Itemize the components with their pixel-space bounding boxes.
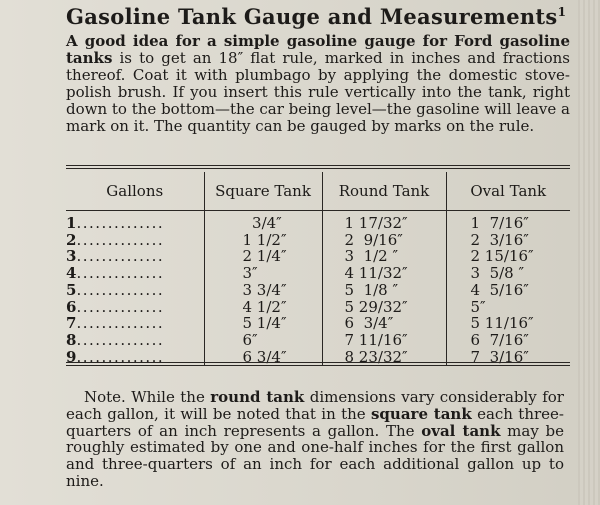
oval-tank-cell: 4 5/16″ <box>446 282 570 299</box>
header-gallons: Gallons <box>66 172 204 211</box>
table-row <box>66 332 570 349</box>
table-row <box>66 265 570 282</box>
page-edge <box>578 0 600 505</box>
page-title <box>66 4 586 29</box>
oval-tank-cell: 2 15/16″ <box>446 248 570 265</box>
gallons-cell: 2.............. <box>66 230 165 249</box>
oval-tank-cell: 1 7/16″ <box>446 211 570 232</box>
note-paragraph: Note. While the round tank dimensions vary considerably for each gallon, it will be noted that in the square tank each three-quarters of an inch represents a gallon. The oval tank may be roughly estimated by one and one-half inches for the first gallon and three-quarters of an inch for each additional gallon up to nine. <box>66 388 564 490</box>
table-row <box>66 282 570 299</box>
gallons-cell: 8.............. <box>66 330 165 349</box>
square-tank-cell: 6 3/4″ <box>204 349 322 366</box>
gallons-cell: 6.............. <box>66 297 165 316</box>
header-oval-tank: Oval Tank <box>446 172 570 211</box>
intro-paragraph <box>66 33 570 134</box>
header-round-tank: Round Tank <box>322 172 446 211</box>
round-tank-cell: 6 3/4″ <box>322 315 446 332</box>
round-tank-cell: 5 1/8 ″ <box>322 282 446 299</box>
square-tank-cell: 4 1/2″ <box>204 299 322 316</box>
square-tank-cell: 1 1/2″ <box>204 232 322 249</box>
intro-lead: A good idea for a simple gasoline gauge for Ford gasoline tanks <box>66 32 570 67</box>
round-tank-cell: 5 29/32″ <box>322 299 446 316</box>
header-square-tank: Square Tank <box>204 172 322 211</box>
table-header-row <box>66 172 570 211</box>
table-top-rule-2 <box>66 168 570 169</box>
gallons-cell: 3.............. <box>66 247 165 266</box>
table-row <box>66 315 570 332</box>
table-bottom-rule <box>66 362 570 363</box>
table-row <box>66 299 570 316</box>
square-tank-cell: 3/4″ <box>204 211 322 232</box>
square-tank-cell: 6″ <box>204 332 322 349</box>
round-tank-cell: 4 11/32″ <box>322 265 446 282</box>
round-tank-cell: 2 9/16″ <box>322 232 446 249</box>
square-tank-cell: 5 1/4″ <box>204 315 322 332</box>
oval-tank-cell: 5 11/16″ <box>446 315 570 332</box>
oval-tank-cell: 5″ <box>446 299 570 316</box>
round-tank-cell: 8 23/32″ <box>322 349 446 366</box>
round-tank-cell: 1 17/32″ <box>322 211 446 232</box>
gallons-cell: 4.............. <box>66 264 165 283</box>
table-top-rule <box>66 165 570 166</box>
note-oval-tank: oval tank <box>421 421 501 440</box>
gallons-cell: 1.............. <box>66 214 165 232</box>
square-tank-cell: 3 3/4″ <box>204 282 322 299</box>
round-tank-cell: 3 1/2 ″ <box>322 248 446 265</box>
intro-rest: is to get an 18″ flat rule, marked in inches and fractions thereof. Coat it with plumbago by applying the domestic stove-polish brush. If you insert this rule vertically into the tank, right down to the bottom—the car being level—the gasoline will leave a mark on it. The quantity can be gauged by marks on the rule. <box>66 48 570 135</box>
square-tank-cell: 2 1/4″ <box>204 248 322 265</box>
note-square-tank: square tank <box>370 404 472 423</box>
gallons-cell: 7.............. <box>66 314 165 333</box>
table-bottom-rule-2 <box>66 365 570 366</box>
table-row <box>66 248 570 265</box>
title-footnote: 1 <box>557 5 567 19</box>
oval-tank-cell: 2 3/16″ <box>446 232 570 249</box>
square-tank-cell: 3″ <box>204 265 322 282</box>
table-row <box>66 211 570 232</box>
title-text: Gasoline Tank Gauge and Measurements <box>66 4 558 29</box>
table-row <box>66 232 570 249</box>
oval-tank-cell: 6 7/16″ <box>446 332 570 349</box>
round-tank-cell: 7 11/16″ <box>322 332 446 349</box>
oval-tank-cell: 7 3/16″ <box>446 349 570 366</box>
oval-tank-cell: 3 5/8 ″ <box>446 265 570 282</box>
gauge-table <box>66 172 570 365</box>
gallons-cell: 5.............. <box>66 280 165 299</box>
note-round-tank: round tank <box>210 388 305 406</box>
gallons-cell: 9.............. <box>66 347 165 366</box>
